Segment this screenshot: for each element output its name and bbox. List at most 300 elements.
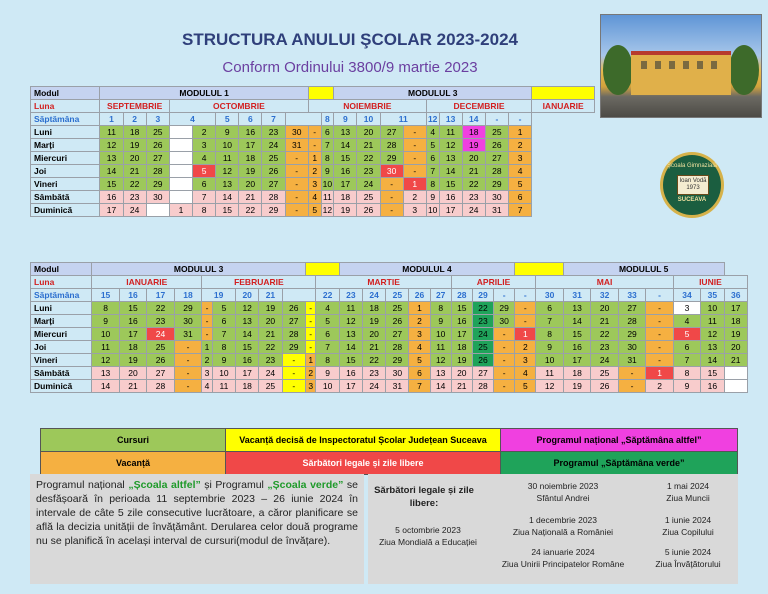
week-number: 8	[321, 113, 334, 126]
day-cell: -	[646, 354, 673, 367]
day-cell: 12	[701, 328, 724, 341]
day-cell: -	[618, 380, 645, 393]
calendar-table-1	[30, 86, 595, 217]
day-cell: 3	[202, 367, 213, 380]
day-cell: -	[494, 328, 515, 341]
day-cell: 10	[92, 328, 119, 341]
day-cell: 4	[508, 165, 531, 178]
day-cell: 4	[426, 126, 439, 139]
day-cell: 30	[485, 191, 508, 204]
day-cell: 13	[236, 315, 259, 328]
day-cell: -	[174, 354, 201, 367]
day-cell: 3	[508, 152, 531, 165]
week-number: 13	[439, 113, 462, 126]
day-cell: 12	[236, 302, 259, 315]
day-cell: -	[305, 302, 316, 315]
day-cell: 15	[119, 302, 146, 315]
day-cell: 16	[100, 191, 123, 204]
day-cell: -	[285, 191, 308, 204]
day-cell: 22	[472, 302, 493, 315]
day-cell: 9	[212, 354, 235, 367]
day-cell: 1	[508, 126, 531, 139]
day-cell: 22	[362, 354, 385, 367]
day-cell: 12	[216, 165, 239, 178]
day-cell: 22	[357, 152, 380, 165]
day-cell: 14	[339, 341, 362, 354]
day-cell: 19	[362, 315, 385, 328]
day-cell: 21	[462, 165, 485, 178]
day-cell: -	[202, 328, 213, 341]
week-number: 22	[316, 289, 339, 302]
day-row	[31, 152, 595, 165]
day-cell: 28	[618, 315, 645, 328]
legend-vacanta-isj: Vacanță decisă de Inspectoratul Școlar Județean Suceava	[226, 429, 501, 452]
day-cell: 28	[146, 165, 169, 178]
day-row	[31, 191, 595, 204]
week-number: 23	[339, 289, 362, 302]
day-cell: 9	[426, 191, 439, 204]
day-label: Miercuri	[31, 152, 100, 165]
day-cell: 26	[485, 139, 508, 152]
day-cell: 7	[321, 139, 334, 152]
day-cell: 25	[262, 152, 285, 165]
day-cell: 14	[236, 328, 259, 341]
day-cell: 1	[403, 178, 426, 191]
day-cell: 14	[430, 380, 451, 393]
week-number: 5	[216, 113, 239, 126]
day-cell: -	[305, 341, 316, 354]
holiday-item: 5 octombrie 2023 Ziua Mondială a Educației	[379, 525, 477, 547]
day-cell: 27	[485, 152, 508, 165]
day-cell: -	[494, 367, 515, 380]
day-cell: 15	[451, 302, 472, 315]
day-cell: 22	[239, 204, 262, 217]
week-number: 26	[409, 289, 430, 302]
day-cell: 26	[472, 354, 493, 367]
day-cell: 22	[147, 302, 174, 315]
day-cell: -	[646, 315, 673, 328]
day-cell: 12	[92, 354, 119, 367]
day-cell: 26	[146, 139, 169, 152]
day-cell: 11	[100, 126, 123, 139]
day-cell: 8	[92, 302, 119, 315]
day-cell: 15	[339, 354, 362, 367]
day-cell: 19	[462, 139, 485, 152]
day-cell: 9	[536, 341, 563, 354]
day-row	[31, 328, 748, 341]
day-cell: 13	[439, 152, 462, 165]
day-cell: 7	[316, 341, 339, 354]
holiday-item: 1 mai 2024 Ziua Muncii	[666, 481, 710, 503]
day-cell: 24	[362, 380, 385, 393]
day-cell: 19	[334, 204, 357, 217]
day-cell: -	[494, 354, 515, 367]
day-cell: 14	[701, 354, 724, 367]
module-gap	[515, 263, 564, 276]
day-cell: 6	[426, 152, 439, 165]
month-header: FEBRUARIE	[202, 276, 316, 289]
day-cell: 18	[362, 302, 385, 315]
day-cell: 1	[202, 341, 213, 354]
day-cell: 21	[362, 341, 385, 354]
day-cell: 5	[508, 178, 531, 191]
day-cell: 20	[591, 302, 618, 315]
month-header: APRILIE	[451, 276, 536, 289]
day-cell: 22	[591, 328, 618, 341]
day-cell: 29	[386, 354, 409, 367]
week-number: 11	[380, 113, 426, 126]
day-cell: 16	[701, 380, 724, 393]
day-cell: 8	[193, 204, 216, 217]
legend	[40, 428, 738, 475]
day-cell: 11	[439, 126, 462, 139]
day-cell: 26	[357, 204, 380, 217]
day-cell: 25	[147, 341, 174, 354]
holiday-item: 5 iunie 2024 Ziua Învățătorului	[655, 547, 721, 569]
day-label: Sâmbătă	[31, 367, 92, 380]
day-cell: -	[403, 152, 426, 165]
day-row	[31, 315, 748, 328]
day-cell: 5	[212, 302, 235, 315]
day-cell: 14	[439, 165, 462, 178]
school-photo	[600, 14, 762, 118]
holidays-title: Sărbători legale și zile libere:	[374, 485, 474, 509]
day-cell: 26	[386, 315, 409, 328]
day-cell: 26	[591, 380, 618, 393]
day-cell: 14	[92, 380, 119, 393]
day-cell: 6	[316, 328, 339, 341]
day-cell: 31	[386, 380, 409, 393]
day-cell: -	[285, 204, 308, 217]
day-cell: 28	[262, 191, 285, 204]
day-cell: 7	[409, 380, 430, 393]
day-cell: -	[494, 341, 515, 354]
day-cell: 25	[472, 341, 493, 354]
day-cell: 16	[239, 126, 262, 139]
page-subtitle: Conform Ordinului 3800/9 martie 2023	[222, 59, 478, 76]
holiday-item: 30 noiembrie 2023 Sfântul Andrei	[527, 481, 599, 503]
day-cell: 19	[563, 380, 590, 393]
day-cell: 26	[262, 165, 285, 178]
day-cell: 28	[380, 139, 403, 152]
legend-sarbatori: Sărbători legale și zile libere	[226, 452, 501, 475]
modul-label: Modul	[31, 263, 92, 276]
day-cell: 4	[515, 367, 536, 380]
day-cell: 4	[202, 380, 213, 393]
day-cell: 31	[174, 328, 201, 341]
day-cell: 10	[316, 380, 339, 393]
week-number: 9	[334, 113, 357, 126]
day-cell: 24	[357, 178, 380, 191]
day-cell: 7	[426, 165, 439, 178]
day-cell: 5	[515, 380, 536, 393]
day-cell: 31	[285, 139, 308, 152]
day-cell: 6	[321, 126, 334, 139]
day-label: Joi	[31, 341, 92, 354]
day-cell	[724, 367, 747, 380]
day-label: Duminică	[31, 380, 92, 393]
week-number: -	[515, 289, 536, 302]
day-cell: 1	[305, 354, 316, 367]
week-number: 33	[618, 289, 645, 302]
day-cell: 4	[673, 315, 700, 328]
day-cell	[169, 165, 192, 178]
legend-vacanta: Vacanță	[41, 452, 226, 475]
day-cell: 28	[485, 165, 508, 178]
day-cell: 2	[193, 126, 216, 139]
day-cell: -	[403, 126, 426, 139]
day-cell: 10	[536, 354, 563, 367]
legend-verde: Programul „Săptămâna verde”	[501, 452, 738, 475]
module-header: MODULUL 1	[100, 87, 308, 100]
day-cell: 2	[308, 165, 321, 178]
day-cell: 1	[646, 367, 673, 380]
day-cell: 16	[563, 341, 590, 354]
day-label: Joi	[31, 165, 100, 178]
module-header: MODULUL 3	[92, 263, 306, 276]
day-cell: 29	[485, 178, 508, 191]
day-row	[31, 178, 595, 191]
day-cell: 14	[563, 315, 590, 328]
day-cell: 20	[123, 152, 146, 165]
day-cell: 18	[462, 126, 485, 139]
day-cell: 15	[236, 341, 259, 354]
day-cell: 3	[409, 328, 430, 341]
day-cell: 8	[430, 302, 451, 315]
day-cell: 14	[100, 165, 123, 178]
week-number: -	[485, 113, 508, 126]
month-header: MAI	[536, 276, 673, 289]
day-cell: 28	[147, 380, 174, 393]
day-label: Marți	[31, 315, 92, 328]
day-cell: 12	[536, 380, 563, 393]
legend-cursuri: Cursuri	[41, 429, 226, 452]
day-cell: 23	[462, 191, 485, 204]
week-number: 24	[362, 289, 385, 302]
day-cell: 13	[100, 152, 123, 165]
day-cell: 17	[439, 204, 462, 217]
day-cell: 24	[259, 367, 282, 380]
week-number: 16	[119, 289, 146, 302]
month-header: IUNIE	[673, 276, 747, 289]
day-cell: 5	[316, 315, 339, 328]
day-cell: 7	[193, 191, 216, 204]
day-cell: 20	[357, 126, 380, 139]
day-cell: -	[174, 380, 201, 393]
day-cell: 9	[321, 165, 334, 178]
day-label: Duminică	[31, 204, 100, 217]
day-cell: 2	[646, 380, 673, 393]
day-cell: 3	[193, 139, 216, 152]
day-cell: 21	[239, 191, 262, 204]
week-number: 31	[563, 289, 590, 302]
holidays-panel	[368, 474, 738, 584]
week-number: 20	[236, 289, 259, 302]
day-row	[31, 302, 748, 315]
saptamana-label: Săptămâna	[31, 289, 92, 302]
day-cell: 25	[146, 126, 169, 139]
day-cell: 22	[462, 178, 485, 191]
day-cell: 1	[409, 302, 430, 315]
day-cell: 9	[92, 315, 119, 328]
day-cell	[169, 139, 192, 152]
day-cell: 13	[339, 328, 362, 341]
week-number: -	[494, 289, 515, 302]
day-cell: 6	[536, 302, 563, 315]
day-row	[31, 367, 748, 380]
day-cell: 17	[339, 380, 362, 393]
day-cell: 6	[508, 191, 531, 204]
week-number: 18	[174, 289, 201, 302]
day-cell: -	[646, 328, 673, 341]
module-header: MODULUL 5	[563, 263, 724, 276]
day-cell: -	[285, 152, 308, 165]
day-cell: 3	[305, 380, 316, 393]
day-cell: 2	[305, 367, 316, 380]
day-cell: 31	[618, 354, 645, 367]
day-cell: 2	[409, 315, 430, 328]
day-cell: 18	[239, 152, 262, 165]
day-cell: 15	[334, 152, 357, 165]
day-cell: 6	[193, 178, 216, 191]
day-cell: 2	[202, 354, 213, 367]
day-cell: 21	[451, 380, 472, 393]
week-number: 19	[202, 289, 236, 302]
week-number: 6	[239, 113, 262, 126]
day-cell: 8	[673, 367, 700, 380]
day-cell: 18	[236, 380, 259, 393]
day-cell	[169, 178, 192, 191]
day-cell: 17	[451, 328, 472, 341]
day-cell: 20	[451, 367, 472, 380]
day-cell: 10	[427, 204, 438, 215]
holiday-item: 24 ianuarie 2024 Ziua Unirii Principatelor Române	[501, 547, 625, 569]
day-cell: 20	[119, 367, 146, 380]
day-cell: 15	[439, 178, 462, 191]
day-cell: -	[515, 302, 536, 315]
day-cell: 12	[339, 315, 362, 328]
day-cell: 30	[174, 315, 201, 328]
day-cell: -	[308, 126, 321, 139]
day-cell: -	[308, 139, 321, 152]
day-cell: 10	[216, 139, 239, 152]
day-cell: -	[202, 315, 213, 328]
day-cell: 16	[334, 165, 357, 178]
day-label: Miercuri	[31, 328, 92, 341]
day-cell: 5	[426, 139, 439, 152]
day-cell: 15	[563, 328, 590, 341]
week-number: 35	[701, 289, 724, 302]
day-cell: 8	[536, 328, 563, 341]
day-cell: 21	[591, 315, 618, 328]
week-number: 4	[169, 113, 215, 126]
module-gap	[305, 263, 339, 276]
day-cell: 6	[212, 315, 235, 328]
calendar-table-2	[30, 262, 748, 393]
day-cell: 13	[701, 341, 724, 354]
day-row	[31, 341, 748, 354]
day-cell: 16	[119, 315, 146, 328]
day-cell: 20	[724, 341, 747, 354]
day-cell: 9	[430, 315, 451, 328]
day-cell: 17	[724, 302, 747, 315]
day-cell: 11	[216, 152, 239, 165]
day-cell: 23	[259, 354, 282, 367]
day-cell: 27	[146, 152, 169, 165]
day-cell	[146, 204, 169, 217]
day-cell: 13	[92, 367, 119, 380]
day-cell: 27	[262, 178, 285, 191]
day-cell: 23	[591, 341, 618, 354]
day-cell: 23	[472, 315, 493, 328]
page-title: STRUCTURA ANULUI ŞCOLAR 2023-2024	[182, 30, 518, 49]
day-cell: 16	[339, 367, 362, 380]
week-number: 27	[430, 289, 451, 302]
week-number: 3	[146, 113, 169, 126]
day-cell: 23	[262, 126, 285, 139]
day-cell: 30	[494, 315, 515, 328]
day-cell: 29	[174, 302, 201, 315]
day-cell: 19	[123, 139, 146, 152]
day-cell: 25	[485, 126, 508, 139]
day-cell: 30	[618, 341, 645, 354]
week-number: 1	[100, 113, 123, 126]
day-cell: 19	[451, 354, 472, 367]
day-cell: 20	[362, 328, 385, 341]
day-cell: 22	[259, 341, 282, 354]
day-cell: 11	[339, 302, 362, 315]
day-cell: 29	[146, 178, 169, 191]
day-cell: 24	[147, 328, 174, 341]
month-header: DECEMBRIE	[426, 100, 531, 113]
day-cell	[169, 126, 192, 139]
day-cell: 2	[508, 139, 531, 152]
day-cell: 12	[100, 139, 123, 152]
module-header: MODULUL 3	[334, 87, 532, 100]
day-cell: 27	[472, 367, 493, 380]
week-number: 2	[123, 113, 146, 126]
week-number: 21	[259, 289, 282, 302]
school-logo: Şcoala Gimnazială Ioan Vodă 1973 SUCEAVA	[660, 152, 724, 218]
day-label: Sâmbătă	[31, 191, 100, 204]
week-number: 12	[427, 113, 438, 124]
day-cell: 25	[386, 302, 409, 315]
program-note: Programul național „Școala altfel” și Programul „Școala verde” se desfășoară în perioada 11 septembrie 2023 – 26 iunie 2024 în intervale de câte 5 zile consecutive lucrătoare, a căror planificare se află la decizia unității de învățământ. Derularea celor două programe nu se planifică în același interval de cursuri(modul de învățare).	[30, 474, 364, 584]
week-number: 7	[262, 113, 285, 126]
day-row	[31, 165, 595, 178]
week-number: 15	[92, 289, 119, 302]
day-cell: 7	[536, 315, 563, 328]
day-cell	[169, 152, 192, 165]
week-number: 14	[462, 113, 485, 126]
day-cell: 28	[282, 328, 305, 341]
day-cell: -	[282, 380, 305, 393]
day-label: Luni	[31, 302, 92, 315]
day-cell: 19	[119, 354, 146, 367]
day-cell: 13	[563, 302, 590, 315]
day-cell: 24	[472, 328, 493, 341]
day-cell: 23	[362, 367, 385, 380]
day-cell: 5	[308, 204, 321, 217]
day-cell: -	[202, 302, 213, 315]
day-cell: 14	[334, 139, 357, 152]
day-cell: -	[646, 302, 673, 315]
day-cell: -	[403, 165, 426, 178]
day-cell: -	[515, 315, 536, 328]
day-cell: 30	[285, 126, 308, 139]
day-cell: 22	[123, 178, 146, 191]
day-cell: 23	[357, 165, 380, 178]
